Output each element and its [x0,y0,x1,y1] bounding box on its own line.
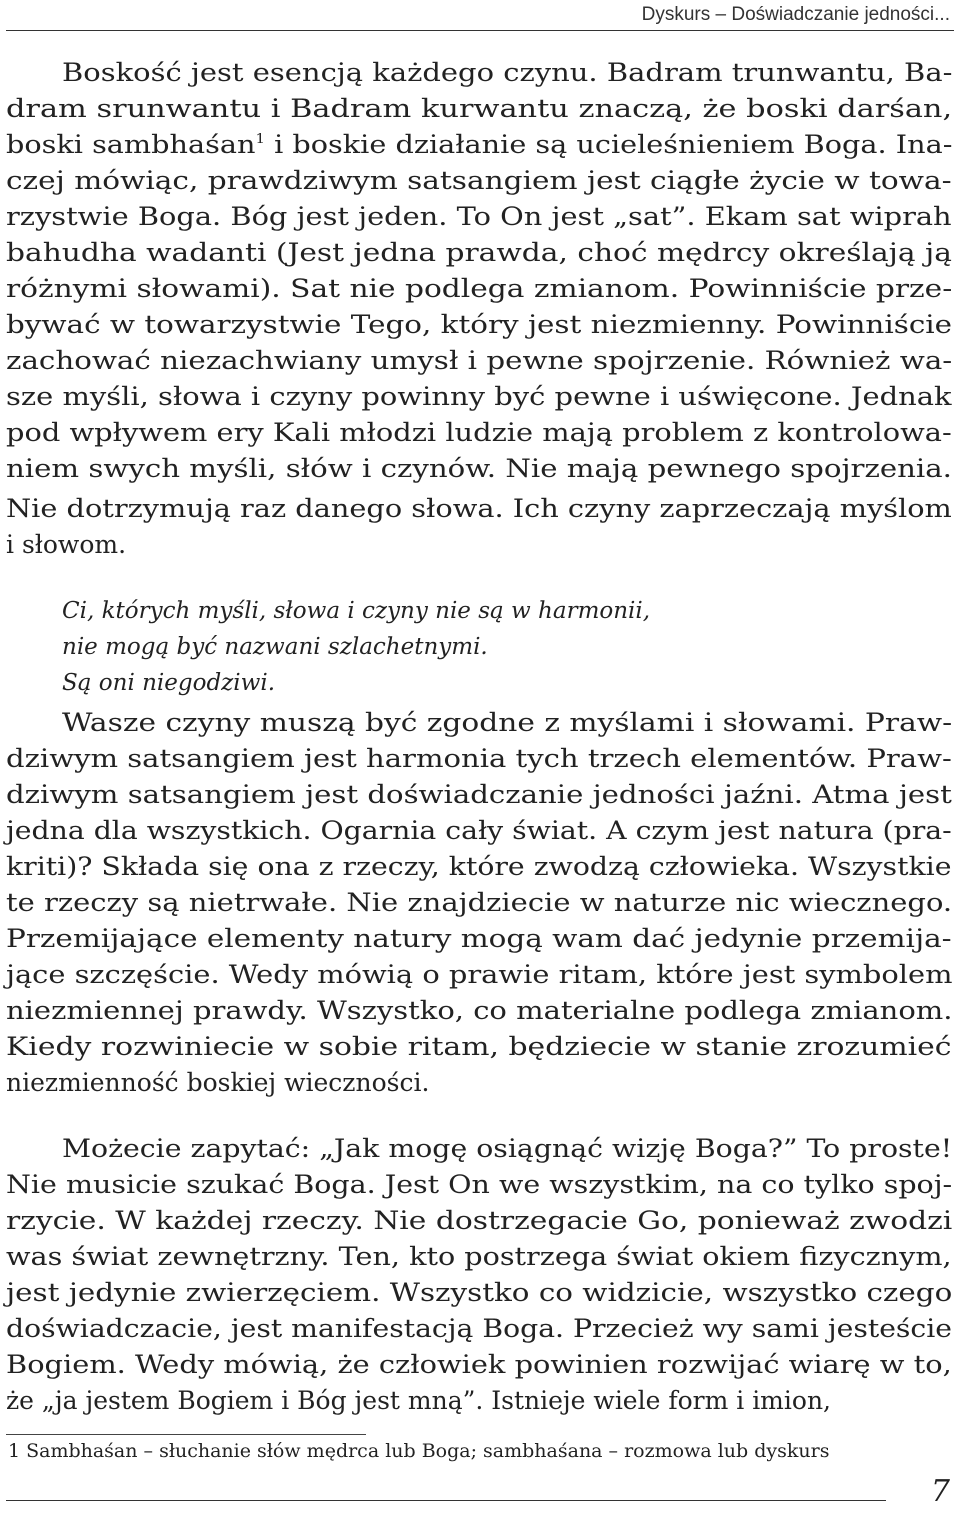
text-line: dziwym satsangiem jest harmonia tych trzech elementów. Praw- [6,744,952,773]
text-line: Kiedy rozwiniecie w sobie ritam, będziecie w stanie zrozumieć [6,1032,952,1061]
text-line: jedna dla wszystkich. Ogarnia cały świat. A czym jest natura (pra- [6,816,952,845]
text-line: was świat zewnętrzny. Ten, kto postrzega świat okiem fizycznym, [6,1242,952,1271]
text-fragment: boski sambhaśan [6,130,256,159]
text-line: doświadczacie, jest manifestacją Boga. Przecież wy sami jesteście [6,1314,953,1343]
text-line: Nie dotrzymują raz danego słowa. Ich czyny zaprzeczają myślom [6,494,952,523]
text-line: te rzeczy są nietrwałe. Nie znajdziecie w naturze nic wiecznego. [6,888,953,917]
footnote-number: 1 [8,1440,21,1462]
text-line: kriti)? Składa się ona z rzeczy, które zwodzą człowieka. Wszystkie [6,852,952,881]
text-line: pod wpływem ery Kali młodzi ludzie mają problem z kontrolowa- [6,418,952,447]
text-line: że „ja jestem Bogiem i Bóg jest mną”. Istnieje wiele form i imion, [6,1386,831,1415]
footnote-text: Sambhaśan – słuchanie słów mędrca lub Boga; sambhaśana – rozmowa lub dyskurs [26,1440,830,1462]
text-line: niezmienność boskiej wieczności. [6,1068,430,1097]
footnote-marker: 1 [255,132,265,147]
text-line: niezmiennej prawdy. Wszystko, co materialne podlega zmianom. [6,996,953,1025]
text-line: Ci, których myśli, słowa i czyny nie są w harmonii, [62,598,651,624]
text-line: Przemijające elementy natury mogą wam dać jedynie przemija- [6,924,952,953]
text-line: jące szczęście. Wedy mówią o prawie ritam, które jest symbolem [6,960,953,989]
text-line: Są oni niegodziwi. [62,670,276,696]
text-line: Nie musicie szukać Boga. Jest On we wszystkim, na co tylko spoj- [6,1170,953,1199]
text-line: rzystwie Boga. Bóg jest jeden. To On jest „sat”. Ekam sat wiprah [6,202,952,231]
text-line: różnymi słowami). Sat nie podlega zmianom. Powinniście prze- [6,274,953,303]
footer-rule [6,1500,886,1501]
text-line: czej mówiąc, prawdziwym satsangiem jest ciągłe życie w towa- [6,166,952,195]
text-line: jest jedynie zwierzęciem. Wszystko co widzicie, wszystko czego [6,1278,953,1307]
text-line: i słowom. [6,530,127,559]
text-line: Wasze czyny muszą być zgodne z myślami i słowami. Praw- [62,708,953,737]
running-head: Dyskurs – Doświadczanie jedności... [641,4,950,25]
header-rule [6,30,954,31]
text-line: sze myśli, słowa i czyny powinny być pewne i uświęcone. Jednak [6,382,952,411]
text-line: Możecie zapytać: „Jak mogę osiągnąć wizję Boga?” To proste! [62,1134,953,1163]
page-number: 7 [930,1474,950,1509]
text-line: bywać w towarzystwie Tego, który jest niezmienny. Powinniście [6,310,953,339]
text-line: Bogiem. Wedy mówią, że człowiek powinien rozwijać wiarę w to, [6,1350,952,1379]
text-line: Boskość jest esencją każdego czynu. Badram trunwantu, Ba- [62,58,953,87]
footnote [8,1437,829,1465]
text-line: zachować niezachwiany umysł i pewne spojrzenie. Również wa- [6,346,953,375]
text-fragment: i boskie działanie są ucieleśnieniem Boga. Ina- [264,130,953,159]
text-line: rzycie. W każdej rzeczy. Nie dostrzegacie Go, ponieważ zwodzi [6,1206,953,1235]
text-line: bahudha wadanti (Jest jedna prawda, choć mędrcy określają ją [6,238,952,267]
footnote-rule [6,1434,366,1435]
text-line [6,127,952,163]
text-line: nie mogą być nazwani szlachetnymi. [62,634,488,660]
text-line: dram srunwantu i Badram kurwantu znaczą, że boski darśan, [6,94,953,123]
text-line: dziwym satsangiem jest doświadczanie jedności jaźni. Atma jest [6,780,952,809]
text-line: niem swych myśli, słów i czynów. Nie mają pewnego spojrzenia. [6,454,952,483]
